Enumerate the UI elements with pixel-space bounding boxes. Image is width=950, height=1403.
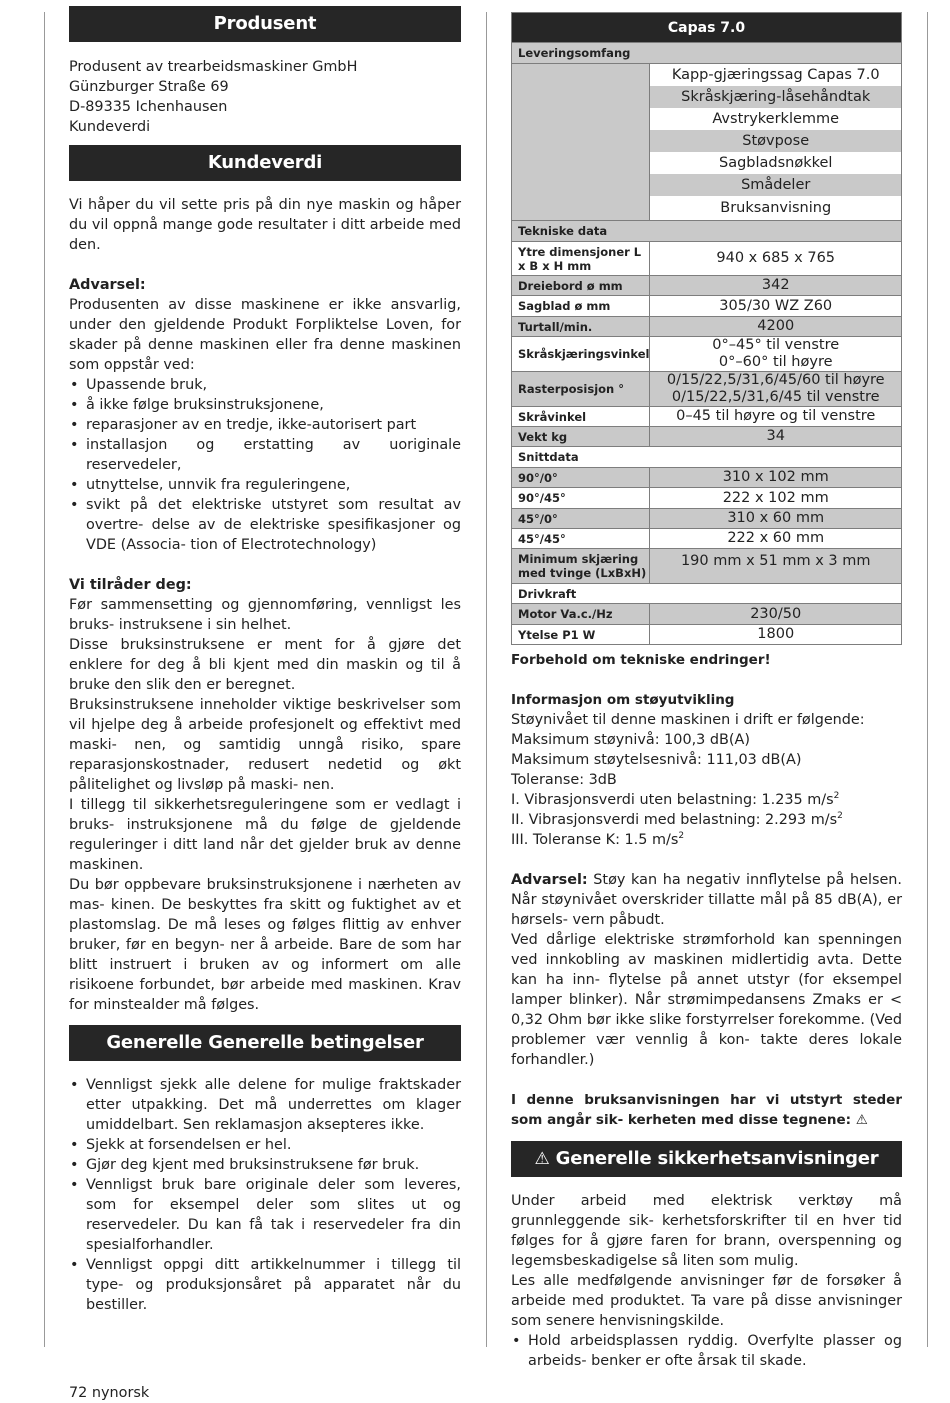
list-item: • Hold arbeidsplassen ryddig. Overfylte plasser og arbeids- benker er ofte årsak til skade. [511,1331,902,1371]
spec-label: Vekt kg [512,427,650,447]
tech-label: Tekniske data [512,221,902,242]
spec-value: 222 x 60 mm [650,529,902,549]
vibration-line: II. Vibrasjonsverdi med belastning: 2.293 $m/s^2$ [511,811,843,828]
list-item: • svikt på det elektriske utstyret som resultat av overtre- delse av de elektriske spesifikasjoner og VDE (Associa- tion of Electrotechnology) [69,495,461,555]
right-column [511,12,902,1371]
spec-value: 342 [650,276,902,296]
spec-label: Rasterposisjon ° [512,372,650,407]
spec-label: Skråskjæringsvinkel [512,337,650,372]
superscript: 2 [833,791,840,802]
tech-reservation: Forbehold om tekniske endringer! [511,652,771,668]
safety-paragraph: Les alle medfølgende anvisninger før de forsøker å arbeide med produktet. Ta vare på disse anvisninger som senere henvisningskilde. [511,1273,902,1329]
vibration-line: III. Toleranse K: 1.5 $m/s^2$ [511,831,685,848]
spec-label: Ytre dimensjoner L x B x H mm [512,242,650,276]
producer-address [69,57,461,137]
spec-label: Minimum skjæring med tvinge (LxBxH) [512,549,650,584]
scope-item: Avstrykerklemme [650,108,901,130]
page-number: 72 [69,1385,88,1401]
list-item: • Sjekk at forsendelsen er hel. [69,1135,461,1155]
scope-item: Smådeler [650,174,901,196]
spec-label: Turtall/min. [512,317,650,337]
list-item: • utnyttelse, unnvik fra reguleringene, [69,475,461,495]
advice-paragraph: Disse bruksinstruksene er ment for å gjøre det enklere for deg å bli kjent med din maskin og til å bruke den slik den er beregnet. [69,637,461,693]
spec-value: 0–45 til høyre og til venstre [650,407,902,427]
spec-value: 305/30 WZ Z60 [650,296,902,317]
list-item: • Vennligst sjekk alle delene for mulige fraktskader etter utpakking. Det må underrettes om klager umiddelbart. Sen reklamasjon aksepteres ikke. [69,1075,461,1135]
customer-intro: Vi håper du vil sette pris på din nye maskin og håper du vil oppnå mange gode resultater i ditt arbeide med den. [69,197,461,253]
list-item: • Vennligst bruk bare originale deler som leveres, som for eksempel deler som slites ut og reservedeler. Du kan få tak i reservedeler fra din spesialforhandler. [69,1175,461,1255]
warning-title: Advarsel: [69,277,146,293]
spec-label: 45°/0° [512,509,650,529]
list-item: • reparasjoner av en tredje, ikke-autorisert part [69,415,461,435]
spec-value: 0°–45° til venstre 0°–60° til høyre [650,337,902,372]
address-line: Kundeverdi [69,119,151,135]
safety-list [511,1331,902,1371]
left-margin-rule [44,12,45,1347]
scope-item: Støvpose [650,130,901,152]
general-heading: Generelle Generelle betingelser [69,1025,461,1061]
superscript: 2 [837,811,843,822]
spec-label: Sagblad ø mm [512,296,650,317]
vibration-line: I. Vibrasjonsverdi uten belastning: 1.235 $m/s^2$ [511,791,840,808]
advice-paragraph: I tillegg til sikkerhetsreguleringene som er vedlagt i bruks- instruksjonene må du følge de gjeldende reguleringer i ditt land når det gjelder bruk av denne maskinen. [69,797,461,873]
safety-heading-text: Generelle sikkerhetsanvisninger [555,1148,879,1169]
scope-list [650,64,902,221]
model-header: Capas 7.0 [512,13,902,43]
spec-label: Dreiebord ø mm [512,276,650,296]
spec-value: 940 x 685 x 765 [650,242,902,276]
scope-item: Sagbladsnøkkel [650,152,901,174]
right-margin-rule [927,12,928,1347]
warning-text: Produsenten av disse maskinene er ikke ansvarlig, under den gjeldende Produkt Forpliktelse Loven, for skader på denne maskinen eller fra denne maskinen som oppstår ved: [69,297,461,373]
left-column [69,6,461,1315]
voltage-paragraph: Ved dårlige elektriske strømforhold kan spenningen ved innkobling av maskinen midlertidig avta. Dette kan ha inn- flytelse på annet utstyr (for eksempel lamper blinker). Når strømimpedansens Zmaks er < 0,32 Ohm bør ikke slike forstyrrelser forekomme. (Ved problemer vær vennlig å kon- takte deres lokale forhandler.) [511,932,902,1068]
spec-label: 90°/45° [512,488,650,509]
spec-label: 90°/0° [512,468,650,488]
customer-heading: Kundeverdi [69,145,461,181]
scope-item: Skråskjæring-låsehåndtak [650,86,901,108]
scope-label: Leveringsomfang [512,43,902,64]
list-item: • Upassende bruk, [69,375,461,395]
noise-line: Støynivået til denne maskinen i drift er følgende: [511,712,865,728]
safety-heading [511,1141,902,1177]
spec-value: 310 x 102 mm [650,468,902,488]
scope-item: Kapp-gjæringssag Capas 7.0 [650,64,901,86]
scope-item: Bruksanvisning [650,196,901,220]
address-line: D-89335 Ichenhausen [69,99,228,115]
page-footer [69,1383,149,1403]
advice-title: Vi tilråder deg: [69,577,192,593]
list-item: • installasjon og erstatting av uoriginale reservedeler, [69,435,461,475]
spec-value: 34 [650,427,902,447]
address-line: Produsent av trearbeidsmaskiner GmbH [69,59,358,75]
spec-value: 190 mm x 51 mm x 3 mm [650,549,902,584]
noise-warning-title: Advarsel: [511,872,588,888]
noise-title: Informasjon om støyutvikling [511,692,735,708]
producer-heading: Produsent [69,6,461,42]
advice-paragraph: Bruksinstruksene inneholder viktige beskrivelser som vil hjelpe deg å arbeide profesjonelt og effektivt med maski- nen, og samtidig unngå risiko, spare reparasjonskostnader, redusert nedetid og økt pålitelighet og livsløp på maski- nen. [69,697,461,793]
noise-warning [511,870,902,930]
spec-value: 230/50 [650,604,902,625]
advice-paragraph: Før sammensetting og gjennomføring, vennligst les bruks- instruksene i sin helhet. [69,597,461,633]
drive-label: Drivkraft [512,584,902,604]
spec-value: 222 x 102 mm [650,488,902,509]
scope-blank-cell [512,64,650,221]
safety-marker-note: I denne bruksanvisningen har vi utstyrt steder som angår sik- kerheten med disse tegnene: ⚠ [511,1092,902,1128]
spec-label: Motor Va.c./Hz [512,604,650,625]
cut-label: Snittdata [512,447,902,468]
page-language: nynorsk [91,1385,150,1401]
spec-value: 310 x 60 mm [650,509,902,529]
warning-list [69,375,461,555]
noise-line: Maksimum støynivå: 100,3 dB(A) [511,732,750,748]
noise-line: Maksimum støytelsesnivå: 111,03 dB(A) [511,752,802,768]
spec-label: 45°/45° [512,529,650,549]
list-item: • å ikke følge bruksinstruksjonene, [69,395,461,415]
warning-triangle-icon: ⚠ [534,1149,550,1169]
spec-table [511,12,902,645]
spec-label: Ytelse P1 W [512,625,650,645]
spec-label: Skråvinkel [512,407,650,427]
list-item: • Gjør deg kjent med bruksinstruksene før bruk. [69,1155,461,1175]
address-line: Günzburger Straße 69 [69,79,229,95]
spec-value: 0/15/22,5/31,6/45/60 til høyre 0/15/22,5/31,6/45 til venstre [650,372,902,407]
advice-paragraph: Du bør oppbevare bruksinstruksjonene i nærheten av mas- kinen. De beskyttes fra skitt og fuktighet av et plastomslag. De må leses og følges flittig av enhver bruker, før en begyn- ner å arbeide. Bare de som har blitt instruert i bruken av og informert om alle risikoene forbundet, bør arbeide med maskinen. Krav for minstealder må følges. [69,877,461,1013]
list-item: • Vennligst oppgi ditt artikkelnummer i tillegg til type- og produksjonsåret på apparatet når du bestiller. [69,1255,461,1315]
general-list [69,1075,461,1315]
safety-paragraph: Under arbeid med elektrisk verktøy må grunnleggende sik- kerhetsforskrifter til en hver tid følges for å gjøre faren for brann, overspenning og legemsbeskadigelse så liten som mulig. [511,1193,902,1269]
noise-line: Toleranse: 3dB [511,772,617,788]
spec-value: 1800 [650,625,902,645]
center-column-rule [486,12,487,1347]
superscript: 2 [678,831,685,842]
spec-value: 4200 [650,317,902,337]
noise-warning-text: Støy kan ha negativ innflytelse på helsen. Når støynivået overskrider tillatte mål på 85 dB(A), er hørsels- vern påbudt. [511,872,902,928]
